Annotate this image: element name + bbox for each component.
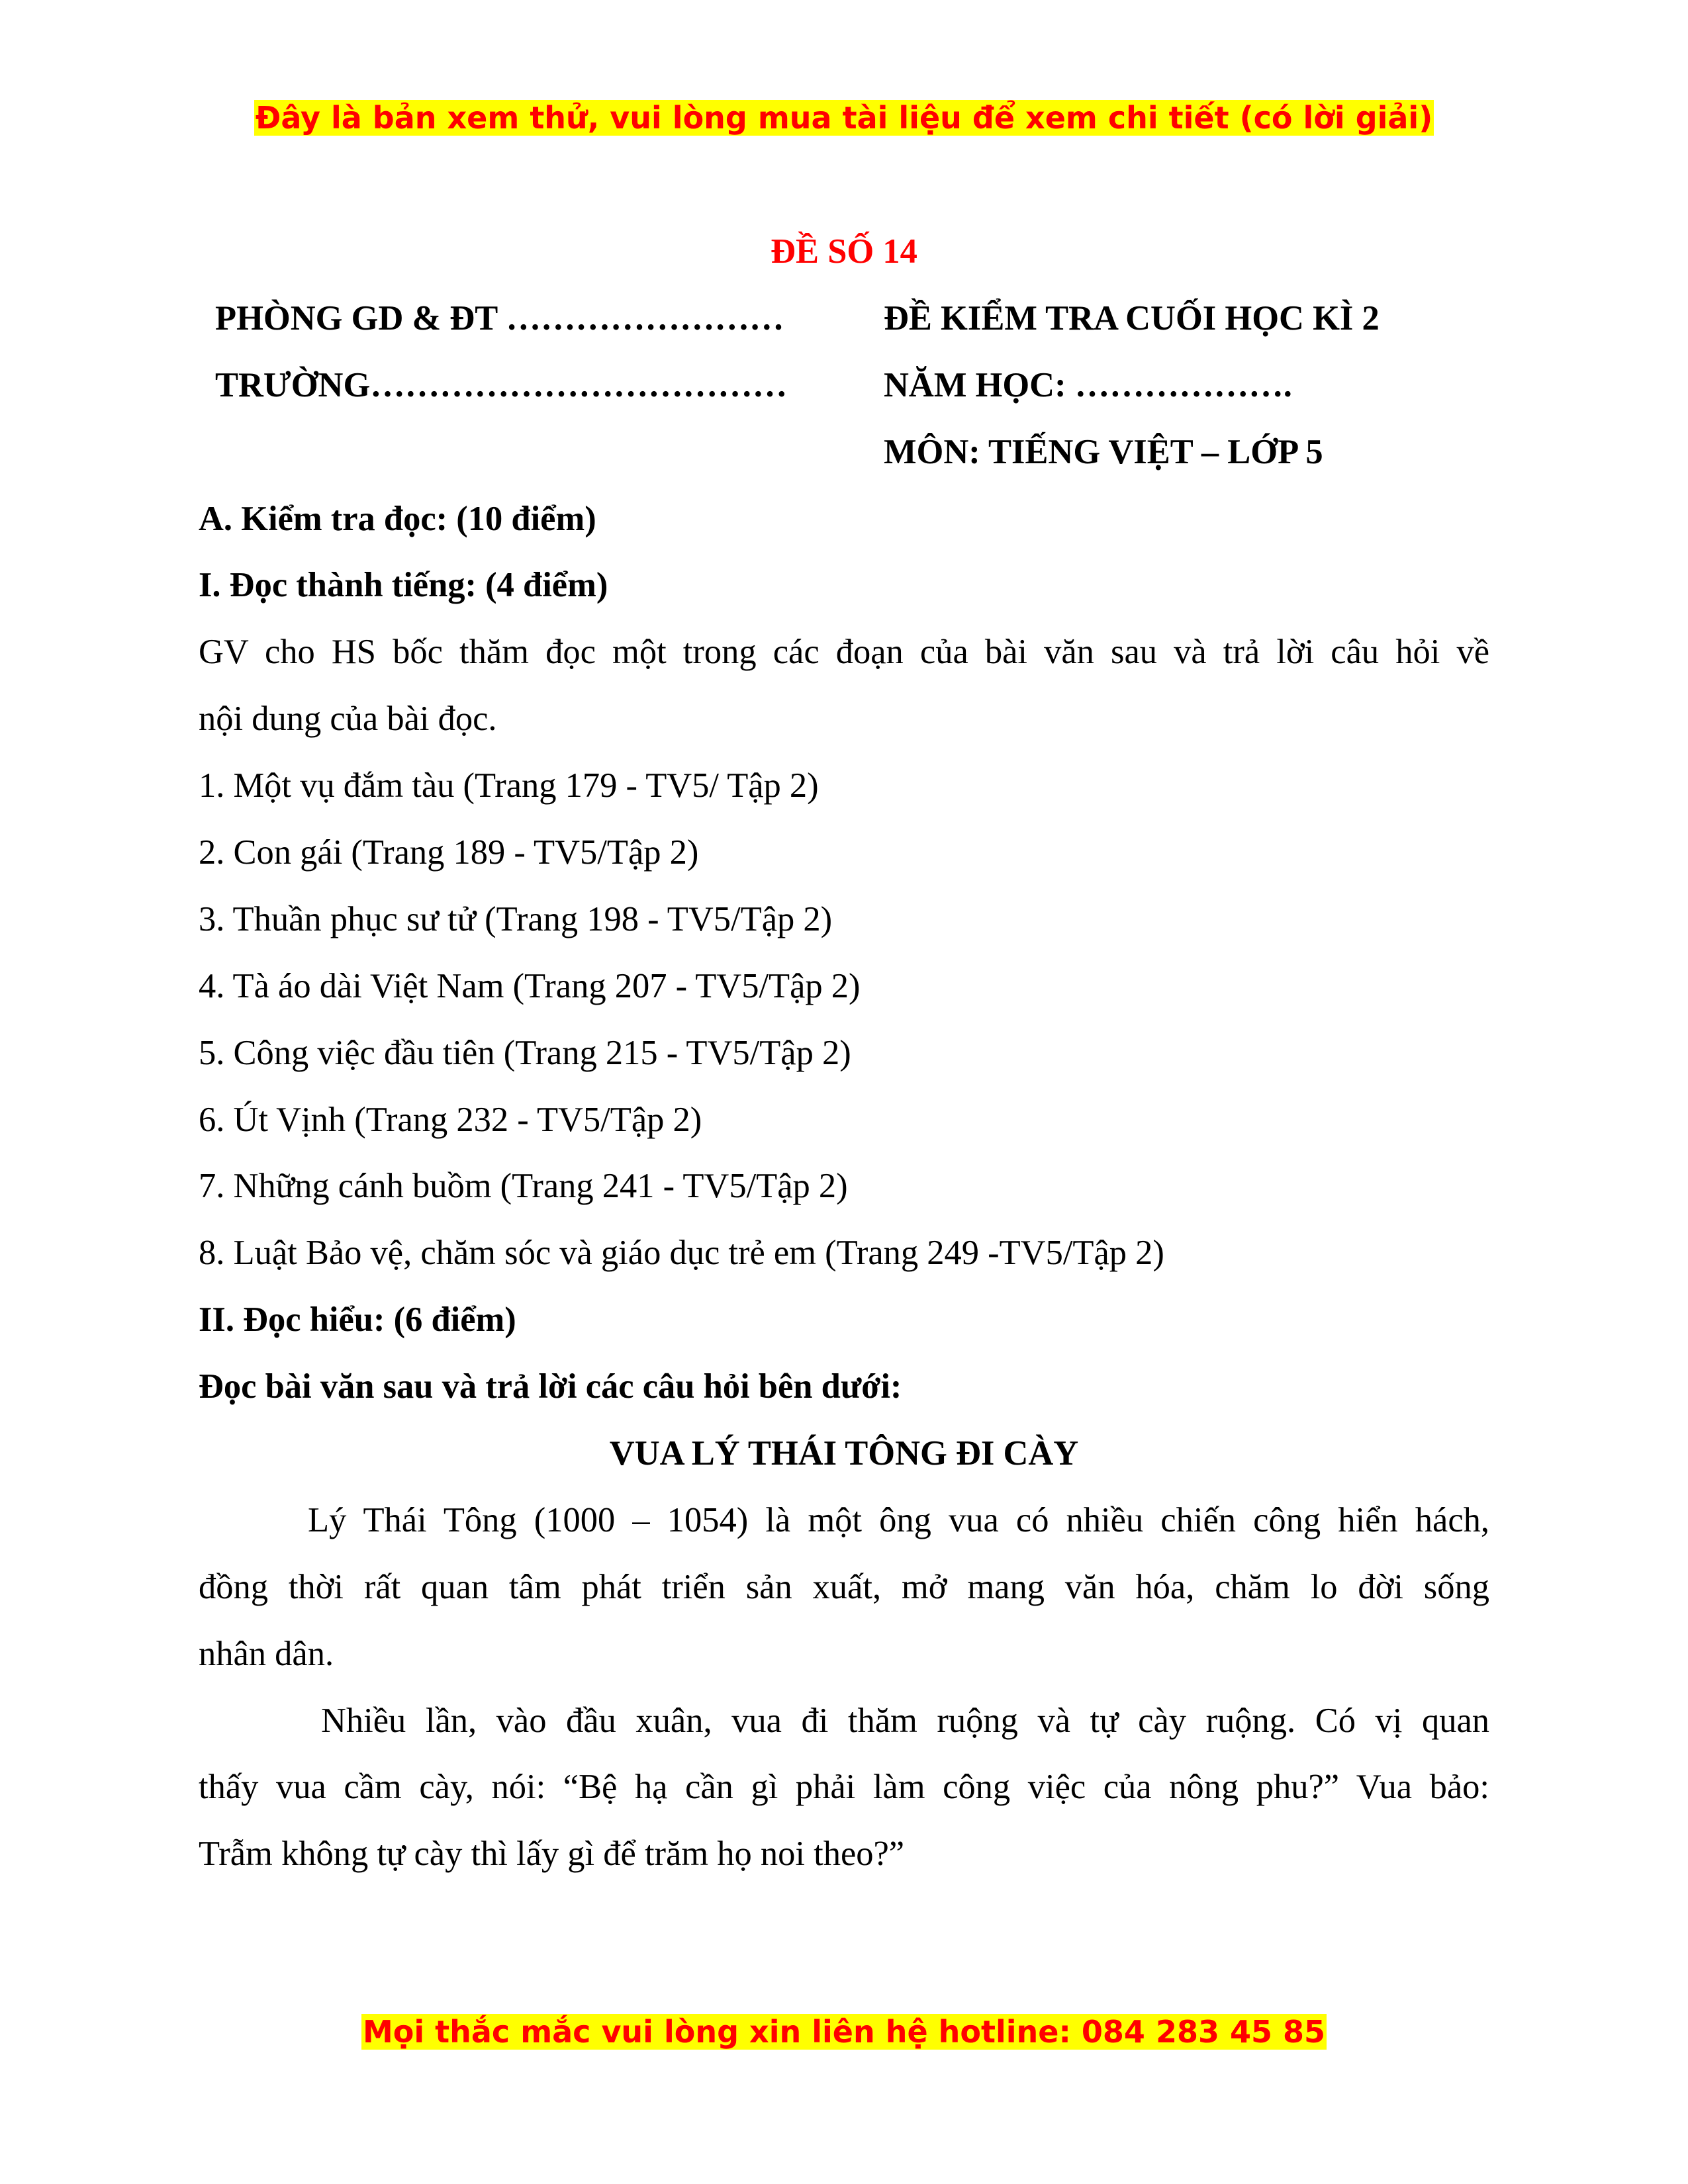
school-label: TRƯỜNG……………………………… [215, 365, 788, 404]
section-a-heading: A. Kiểm tra đọc: (10 điểm) [199, 499, 596, 538]
exam-header-row-2 [199, 352, 1489, 419]
exam-title: ĐỀ KIỂM TRA CUỐI HỌC KÌ 2 [884, 298, 1380, 338]
reading-list-item: 6. Út Vịnh (Trang 232 - TV5/Tập 2) [199, 1100, 702, 1139]
exam-header-row-3 [199, 419, 1489, 486]
exam-number: ĐỀ SỐ 14 [771, 232, 917, 271]
preview-notice-text: Đây là bản xem thử, vui lòng mua tài liệu để xem chi tiết (có lời giải) [255, 100, 1433, 136]
reading-list-item: 1. Một vụ đắm tàu (Trang 179 - TV5/ Tập 2) [199, 766, 819, 805]
passage-line: đồng thời rất quan tâm phát triển sản xuất, mở mang văn hóa, chăm lo đời sống [199, 1567, 1489, 1606]
passage-line: Nhiều lần, vào đầu xuân, vua đi thăm ruộng và tự cày ruộng. Có vị quan [321, 1701, 1489, 1740]
preview-notice-banner [0, 97, 1688, 139]
reading-list-item: 7. Những cánh buồm (Trang 241 - TV5/Tập 2) [199, 1167, 848, 1206]
hotline-notice-text: Mọi thắc mắc vui lòng xin liên hệ hotline: 084 283 45 85 [362, 2014, 1326, 2050]
reading-list-item: 2. Con gái (Trang 189 - TV5/Tập 2) [199, 833, 699, 872]
passage-line: nhân dân. [199, 1634, 334, 1673]
passage-paragraph-2 [199, 1688, 1489, 1888]
reading-instruction-line-2: nội dung của bài đọc. [199, 700, 497, 739]
reading-comprehension-instruction: Đọc bài văn sau và trả lời các câu hỏi bên dưới: [199, 1367, 902, 1406]
passage-line: Trẫm không tự cày thì lấy gì để trăm họ noi theo?” [199, 1835, 905, 1874]
school-year-label: NĂM HỌC: ………………. [884, 365, 1292, 404]
reading-comprehension-heading: II. Đọc hiểu: (6 điểm) [199, 1300, 516, 1340]
passage-title: VUA LÝ THÁI TÔNG ĐI CÀY [609, 1434, 1079, 1473]
reading-list-item: 5. Công việc đầu tiên (Trang 215 - TV5/Tập 2) [199, 1033, 851, 1072]
header-spacer [199, 419, 884, 486]
education-office-label: PHÒNG GD & ĐT …………………… [215, 298, 784, 338]
passage-line: Lý Thái Tông (1000 – 1054) là một ông vua có nhiều chiến công hiển hách, [308, 1500, 1489, 1539]
hotline-notice-banner [0, 2011, 1688, 2053]
exam-header-row-1 [199, 285, 1489, 352]
passage-paragraph-1 [199, 1487, 1489, 1688]
reading-list [199, 752, 1489, 1287]
subject-label: MÔN: TIẾNG VIỆT – LỚP 5 [884, 432, 1323, 471]
reading-aloud-heading: I. Đọc thành tiếng: (4 điểm) [199, 566, 608, 605]
passage-line: thấy vua cầm cày, nói: “Bệ hạ cần gì phải làm công việc của nông phu?” Vua bảo: [199, 1768, 1489, 1807]
reading-instruction-line-1: GV cho HS bốc thăm đọc một trong các đoạn của bài văn sau và trả lời câu hỏi về [199, 633, 1489, 672]
reading-list-item: 8. Luật Bảo vệ, chăm sóc và giáo dục trẻ em (Trang 249 -TV5/Tập 2) [199, 1234, 1164, 1273]
reading-list-item: 3. Thuần phục sư tử (Trang 198 - TV5/Tập 2) [199, 899, 833, 938]
exam-document [199, 218, 1489, 1888]
reading-list-item: 4. Tà áo dài Việt Nam (Trang 207 - TV5/Tập 2) [199, 966, 861, 1005]
